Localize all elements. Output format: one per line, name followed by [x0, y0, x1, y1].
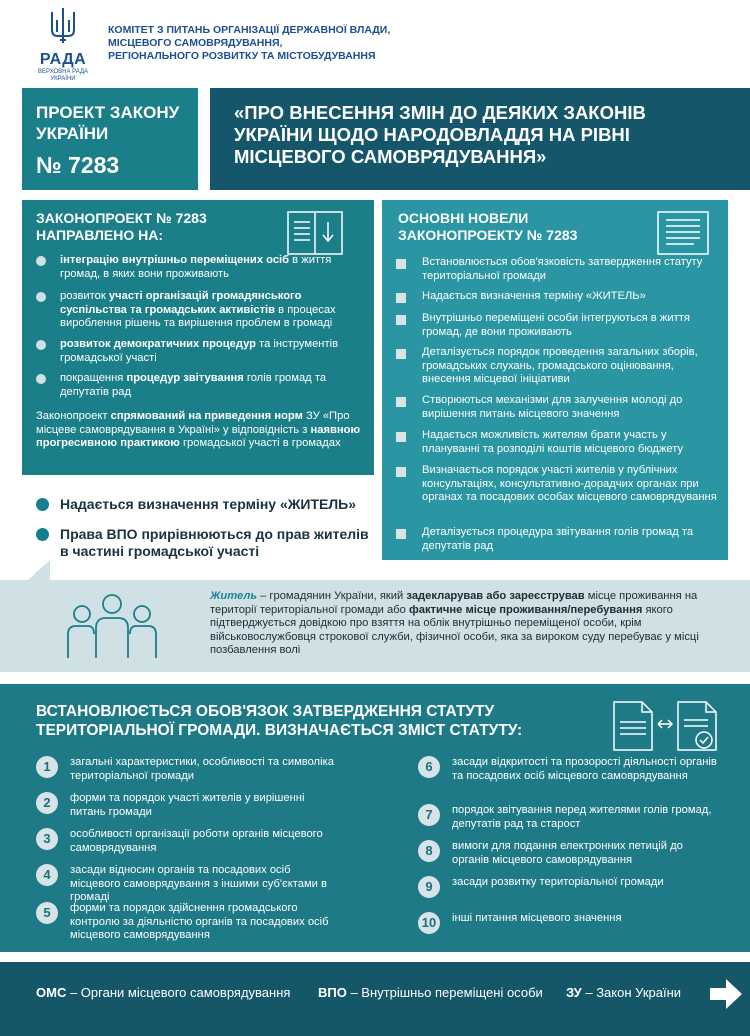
statute-title: [36, 702, 596, 740]
statute-item: 5 форми та порядок здійснення громадського контролю за діяльністю органів та посадових осіб місцевого самоврядування: [36, 902, 336, 943]
number-badge: 6: [418, 756, 440, 778]
arrow-right-icon[interactable]: [708, 976, 744, 1012]
list-item: Створюються механізми для залучення молоді до вирішення питань місцевого значення: [396, 394, 718, 421]
committee-line: РЕГІОНАЛЬНОГО РОЗВИТКУ ТА МІСТОБУДУВАННЯ: [108, 50, 376, 62]
statute-item: 4 засади відносин органів та посадових осіб місцевого самоврядування з іншими суб'єктами в громаді: [36, 864, 336, 905]
bullet-icon: [36, 292, 46, 302]
document-exchange-icon: [612, 698, 718, 754]
committee-line: МІСЦЕВОГО САМОВРЯДУВАННЯ,: [108, 37, 283, 49]
number-badge: 5: [36, 902, 58, 924]
open-book-icon: [286, 210, 344, 256]
aims-title-line: НАПРАВЛЕНО НА:: [36, 227, 164, 243]
bullet-icon: [396, 432, 406, 442]
document-list-icon: [654, 210, 712, 256]
statute-item: 8 вимоги для подання електронних петицій до органів місцевого самоврядування: [418, 840, 718, 867]
list-item: Деталізується процедура звітування голів громад та депутатів рад: [396, 526, 718, 553]
bullet-icon: [36, 498, 49, 511]
novels-panel: [382, 200, 728, 560]
number-badge: 10: [418, 912, 440, 934]
number-badge: 7: [418, 804, 440, 826]
project-label: ПРОЕКТ ЗАКОНУ УКРАЇНИ: [36, 103, 180, 143]
statute-item: 2 форми та порядок участі жителів у вирішенні питань громади: [36, 792, 336, 819]
list-item: покращення процедур звітування голів громад та депутатів рад: [36, 372, 366, 399]
resident-definition: Житель – громадянин України, який задекларував або зареєстрував місце проживання на території територіальної громади або фактичне місце проживання/перебування якого підтверджується довідкою про взяття на облік внутрішньо переміщеної особи, крім військовослужбовця строкової служби, фізичної особи, яка за вироком суду перебуває у місці позбавлення волі: [210, 590, 699, 656]
list-item: Деталізується порядок проведення загальних зборів, громадських слухань, громадського оцінювання, внесення місцевої ініціативи: [396, 346, 718, 387]
logo-text: РАДА: [39, 51, 87, 68]
aims-note: Законопроект спрямований на приведення норм ЗУ «Про місцеве самоврядування в Україні» у відповідність з наявною прогресивною практикою громадської участі в громадах: [36, 410, 361, 449]
highlight-item: Права ВПО прирівнюються до прав жителів в частині громадської участі: [36, 526, 376, 560]
header: [0, 0, 750, 88]
bullet-icon: [36, 374, 46, 384]
rada-logo: [30, 6, 96, 80]
number-badge: 4: [36, 864, 58, 886]
abbreviation-vpo: ВПО – Внутрішньо переміщені особи: [318, 985, 543, 1000]
list-item: Визначається порядок участі жителів у публічних консультаціях, консультативно-дорадчих органах при органах та посадових особах місцевого самоврядування: [396, 464, 718, 505]
bullet-icon: [36, 256, 46, 266]
statute-item: 7 порядок звітування перед жителями голів громад, депутатів рад та старост: [418, 804, 718, 831]
statute-item: 6 засади відкритості та прозорості діяльності органів та посадових осіб місцевого самоврядування: [418, 756, 718, 783]
highlight-item: Надається визначення терміну «ЖИТЕЛЬ»: [36, 496, 376, 513]
project-number: № 7283: [36, 152, 120, 178]
trident-icon: [48, 6, 78, 46]
statute-item: 3 особливості організації роботи органів місцевого самоврядування: [36, 828, 336, 855]
bullet-icon: [396, 529, 406, 539]
statute-item: 1 загальні характеристики, особливості та символіка територіальної громади: [36, 756, 336, 783]
list-item: Надається можливість жителям брати участь у плануванні та розподілі коштів місцевого бюджету: [396, 429, 718, 456]
list-item: Надається визначення терміну «ЖИТЕЛЬ»: [396, 290, 718, 304]
bullet-icon: [396, 349, 406, 359]
novels-title-line: ОСНОВНІ НОВЕЛИ: [398, 210, 529, 226]
statute-item: 10 інші питання місцевого значення: [418, 912, 718, 926]
bullet-icon: [36, 340, 46, 350]
abbreviation-zu: ЗУ – Закон України: [566, 985, 682, 1000]
footer: [0, 962, 750, 1036]
aims-panel: [22, 200, 374, 475]
number-badge: 1: [36, 756, 58, 778]
novels-title-line: ЗАКОНОПРОЕКТУ № 7283: [398, 227, 578, 243]
committee-line: КОМІТЕТ З ПИТАНЬ ОРГАНІЗАЦІЇ ДЕРЖАВНОЇ ВЛАДИ,: [108, 24, 391, 36]
list-item: розвиток демократичних процедур та інструментів громадської участі: [36, 338, 366, 365]
bullet-icon: [36, 528, 49, 541]
bullet-icon: [396, 397, 406, 407]
bullet-icon: [396, 293, 406, 303]
aims-title: [36, 210, 286, 244]
statute-section: [0, 684, 750, 952]
list-item: розвиток участі організацій громадянського суспільства та громадських активістів в процесах вироблення рішень та вирішення проблем в громаді: [36, 290, 366, 331]
bullet-icon: [396, 315, 406, 325]
number-badge: 3: [36, 828, 58, 850]
abbreviation-oms: ОМС – Органи місцевого самоврядування: [36, 985, 291, 1000]
statute-title-line: ТЕРИТОРІАЛЬНОЇ ГРОМАДИ. ВИЗНАЧАЄТЬСЯ ЗМІСТ СТАТУТУ:: [36, 722, 523, 739]
novels-title: [398, 210, 648, 244]
bullet-icon: [396, 259, 406, 269]
callout-notch: [28, 560, 50, 580]
people-icon: [62, 592, 162, 660]
committee-name: [108, 24, 438, 63]
aims-title-line: ЗАКОНОПРОЕКТ № 7283: [36, 210, 207, 226]
number-badge: 9: [418, 876, 440, 898]
law-title: «ПРО ВНЕСЕННЯ ЗМІН ДО ДЕЯКИХ ЗАКОНІВ УКРАЇНИ ЩОДО НАРОДОВЛАДДЯ НА РІВНІ МІСЦЕВОГО САМОВРЯДУВАННЯ»: [210, 88, 750, 190]
logo-subtext: ВЕРХОВНА РАДА УКРАЇНИ: [37, 69, 89, 82]
statute-item: 9 засади розвитку територіальної громади: [418, 876, 718, 890]
list-item: Внутрішньо переміщені особи інтегруються в життя громад, де вони проживають: [396, 312, 718, 339]
statute-title-line: ВСТАНОВЛЮЄТЬСЯ ОБОВ'ЯЗОК ЗАТВЕРДЖЕННЯ СТАТУТУ: [36, 703, 495, 720]
list-item: інтеграцію внутрішньо переміщених осіб в життя громад, в яких вони проживають: [36, 254, 366, 281]
project-label-box: [22, 88, 198, 190]
number-badge: 2: [36, 792, 58, 814]
number-badge: 8: [418, 840, 440, 862]
list-item: Встановлюється обов'язковість затвердження статуту територіальної громади: [396, 256, 718, 283]
bullet-icon: [396, 467, 406, 477]
